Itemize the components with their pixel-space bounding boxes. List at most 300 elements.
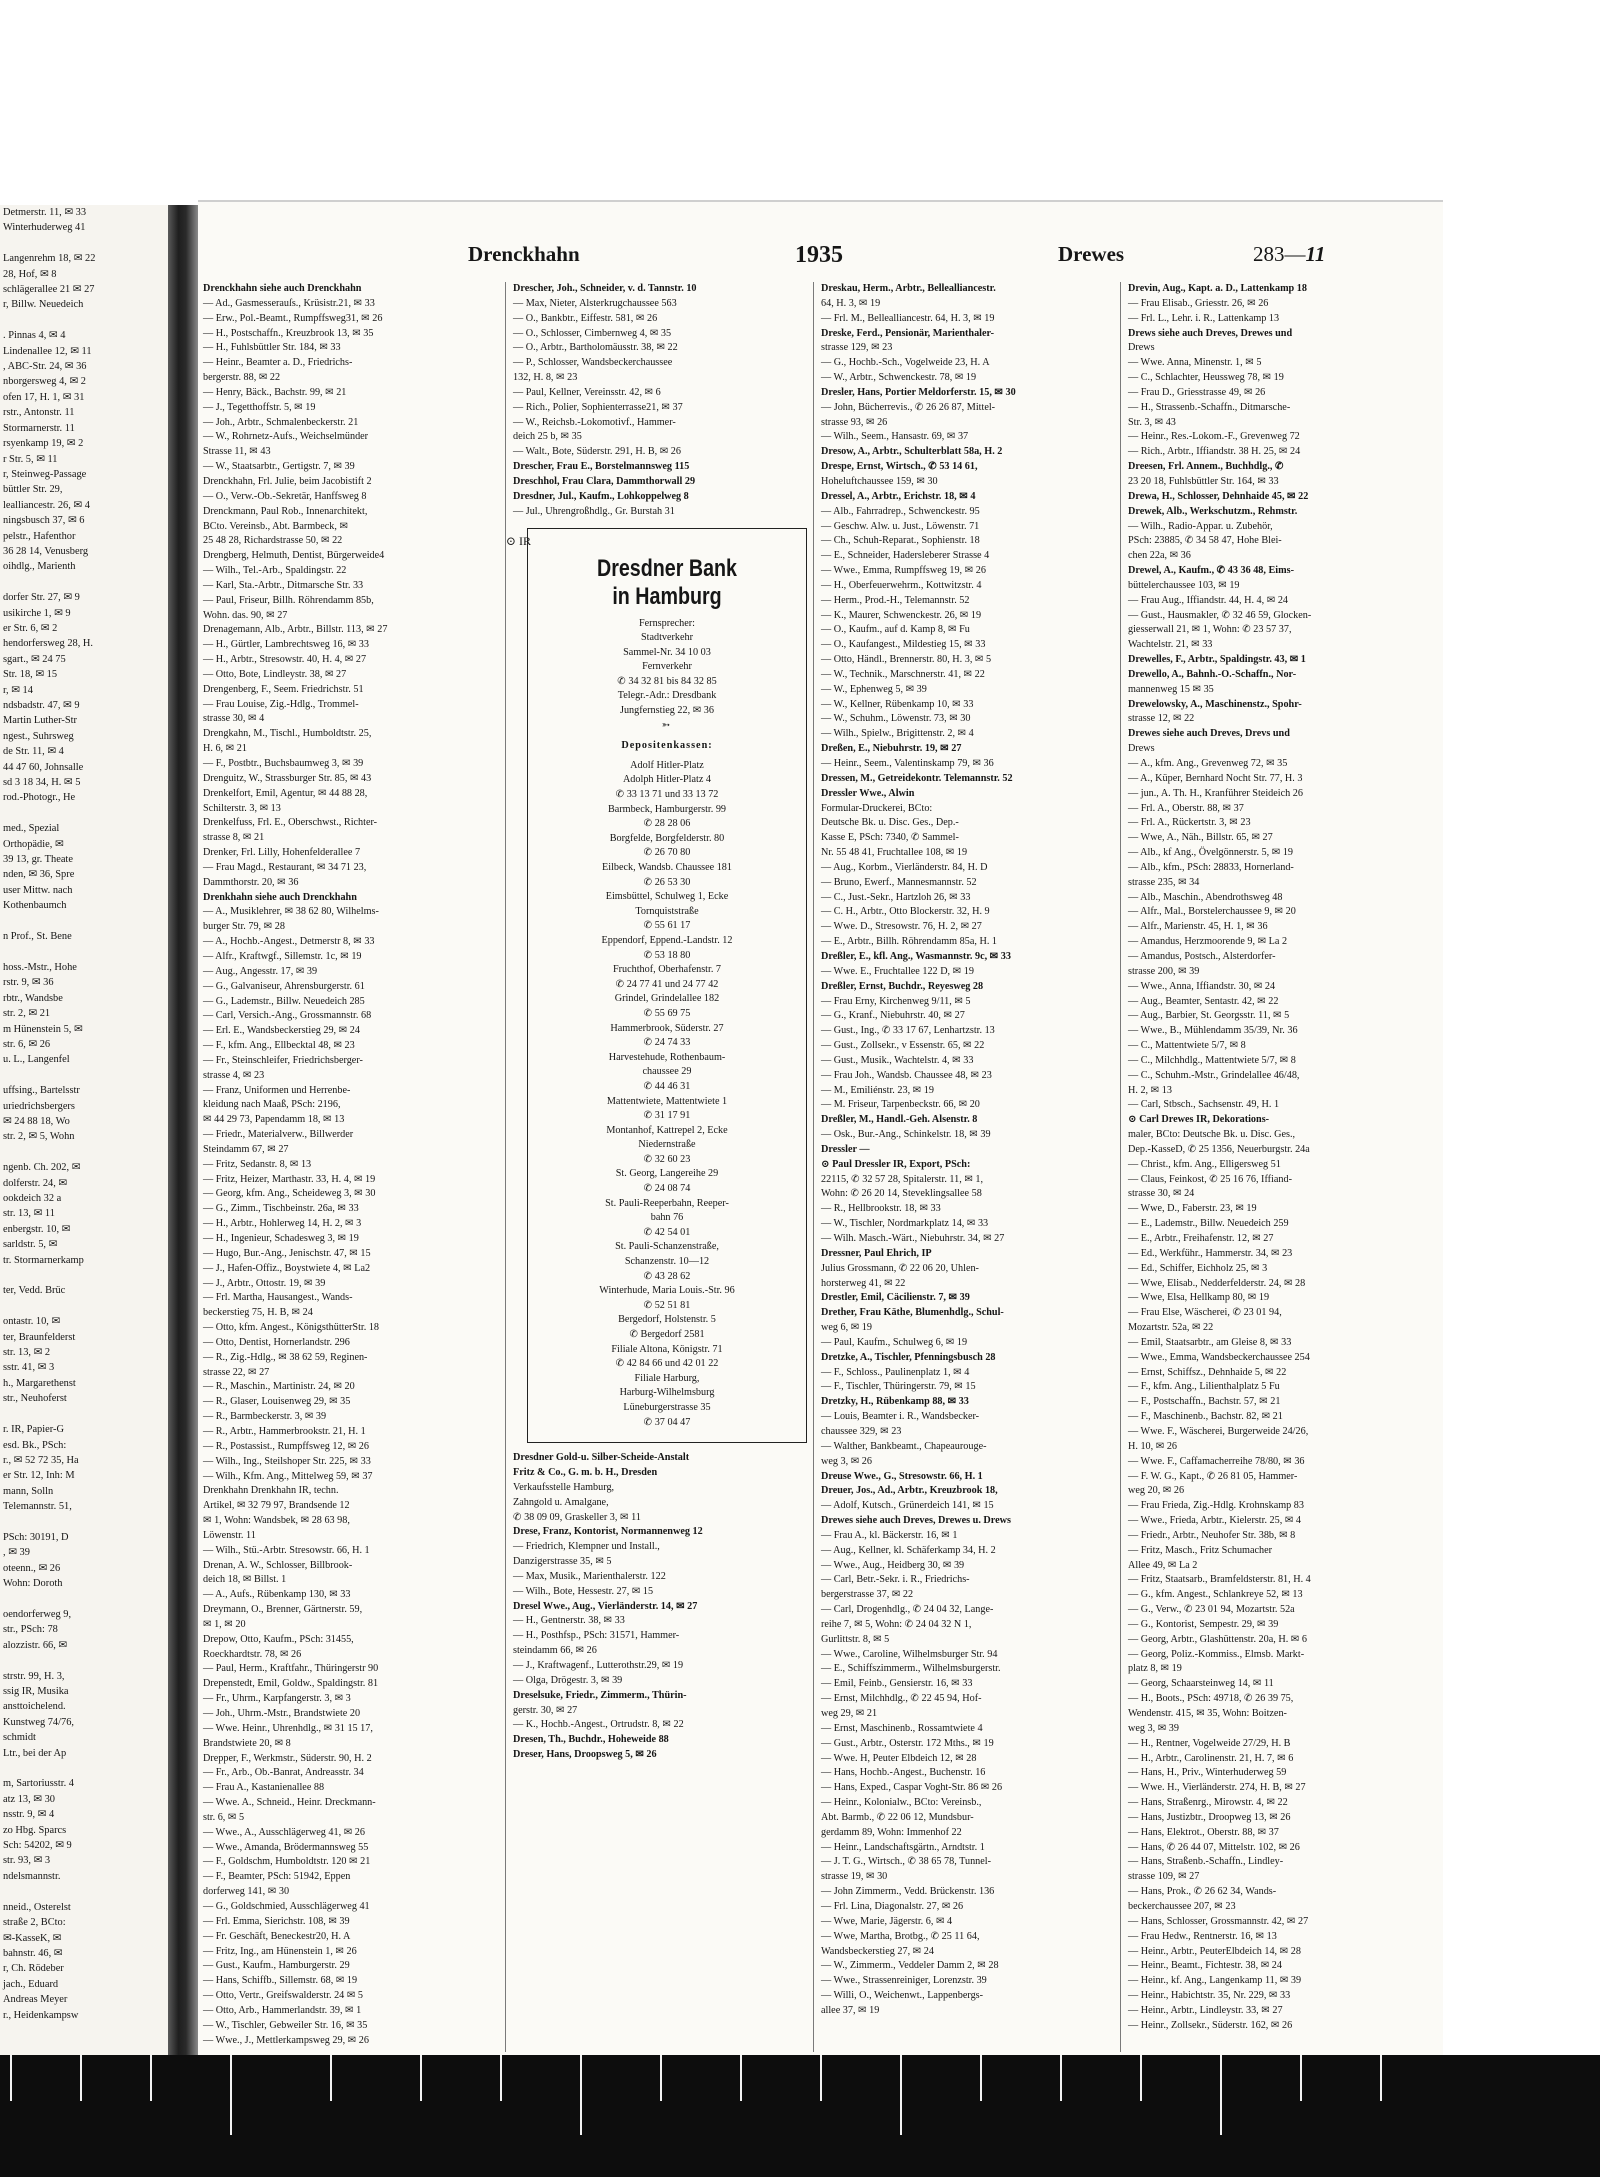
left-page-line (0, 1653, 168, 1668)
directory-entry: — Georg, Poliz.-Kommiss., Elmsb. Markt- (1128, 1648, 1305, 1660)
left-page-line: str. 2, ✉ 21 (3, 1008, 51, 1020)
directory-entry: — H., Posthfsp., PSch: 31571, Hammer- (513, 1630, 680, 1642)
ad-branch-line: Harburg-Wilhelmsburg (619, 1387, 715, 1399)
ad-line: ✆ 34 32 81 bis 84 32 85 (617, 675, 717, 687)
directory-entry: — Frau Erny, Kirchenweg 9/11, ✉ 5 (821, 995, 971, 1007)
ad-branch-list (534, 759, 800, 1430)
ad-line: Fernsprecher: (638, 617, 695, 629)
directory-entry: — Heinr., Beamt., Fichtestr. 38, ✉ 24 (1128, 1960, 1282, 1972)
header-last-entry: Drewes (1058, 242, 1125, 266)
left-page-line: r., ✉ 52 72 35, Ha (3, 1454, 79, 1466)
directory-entry: Hoheluftchaussee 159, ✉ 30 (821, 475, 938, 487)
ad-title-line-2: in Hamburg (612, 582, 722, 610)
left-page-line: u. L., Langenfel (3, 1054, 70, 1066)
directory-entry: Drenker, Frl. Lilly, Hohenfelderallee 7 (203, 847, 361, 859)
directory-entry: Drenkhahn siehe auch Drenckhahn (203, 891, 357, 903)
directory-entry: — E., Schneider, Hadersleberer Strasse 4 (821, 550, 990, 562)
left-page-line: rod.-Photogr., He (3, 792, 76, 804)
directory-entry: beckerchaussee 207, ✉ 23 (1128, 1900, 1236, 1912)
ad-branch-line: ✆ 53 18 80 (643, 949, 691, 961)
directory-entry: — Heinr., Zollsekr., Süderstr. 162, ✉ 26 (1128, 2019, 1293, 2031)
column-2-bottom-entries (513, 1451, 803, 1763)
directory-entry: 25 48 28, Richardstrasse 50, ✉ 22 (203, 535, 343, 547)
directory-entry: — Alb., kf Ang., Övelgönnerstr. 5, ✉ 19 (1128, 847, 1294, 859)
directory-entry: 64, H. 3, ✉ 19 (821, 297, 881, 309)
directory-entry: — C., Milchhdlg., Mattentwiete 5/7, ✉ 8 (1128, 1054, 1296, 1066)
directory-entry: — Frl. L., Lehr. i. R., Lattenkamp 13 (1128, 312, 1280, 324)
directory-entry: — C. H., Arbtr., Otto Blockerstr. 32, H. 9 (821, 906, 990, 918)
directory-entry: Drenckhahn siehe auch Drenckhahn (203, 283, 362, 294)
directory-entry: — W., Tischler, Gebweiler Str. 16, ✉ 35 (203, 2019, 368, 2031)
directory-entry: — Joh., Arbtr., Schmalenbeckerstr. 21 (203, 416, 359, 428)
directory-entry: — H., Arbtr., Carolinenstr. 21, H. 7, ✉ 6 (1128, 1752, 1294, 1764)
directory-entry: — Gust., Ing., ✆ 33 17 67, Lenhartzstr. 13 (821, 1025, 995, 1037)
directory-entry: — E., Lademstr., Billw. Neuedeich 259 (1128, 1218, 1289, 1230)
directory-entry: — John Zimmerm., Vedd. Brückenstr. 136 (821, 1886, 995, 1898)
directory-column-1 (203, 282, 493, 2052)
film-tick-mark (820, 2055, 822, 2101)
directory-entry: Drescher, Joh., Schneider, v. d. Tannstr. 10 (513, 283, 697, 294)
directory-entry: Abt. Barmb., ✆ 22 06 12, Mundsbur- (821, 1811, 974, 1823)
directory-entry: Nr. 55 48 41, Fruchtallee 108, ✉ 19 (821, 847, 968, 859)
directory-entry: Dreßen, E., Niebuhrstr. 19, ✉ 27 (821, 743, 962, 755)
directory-entry: weg 3, ✉ 26 (821, 1455, 872, 1467)
directory-entry: strasse 30, ✉ 24 (1128, 1188, 1195, 1200)
directory-entry: — Wilh., Bote, Hessestr. 27, ✉ 15 (513, 1585, 654, 1597)
directory-entry: Dressler — (821, 1143, 870, 1155)
ad-branch-line: Mattentwiete, Mattentwiete 1 (606, 1095, 728, 1107)
left-page-line (0, 914, 168, 929)
directory-entry: — Frau Magd., Restaurant, ✉ 34 71 23, (203, 861, 367, 873)
directory-entry: — F., Beamter, PSch: 51942, Eppen (203, 1871, 351, 1883)
directory-entry: — Gust., Musik., Wachtelstr. 4, ✉ 33 (821, 1054, 974, 1066)
left-page-line: ansttoichelend. (3, 1701, 66, 1713)
directory-entry: — Aug., Kellner, kl. Schäferkamp 34, H. 2 (821, 1544, 996, 1556)
left-page-line: r, ✉ 14 (3, 684, 33, 696)
directory-entry: 23 20 18, Fuhlsbüttler Str. 164, ✉ 33 (1128, 475, 1279, 487)
directory-entry: — Heinr., Landschaftsgärtn., Arndtstr. 1 (821, 1841, 985, 1853)
directory-entry: — Erw., Pol.-Beamt., Rumpffsweg31, ✉ 26 (203, 312, 383, 324)
film-tick-mark (1060, 2055, 1062, 2101)
directory-entry: Drews (1128, 743, 1155, 755)
directory-entry: — Max, Musik., Marienthalerstr. 122 (513, 1570, 666, 1582)
directory-entry: — A., Aufs., Rübenkamp 130, ✉ 33 (203, 1589, 351, 1601)
directory-entry: — jun., A. Th. H., Kranführer Steideich 26 (1128, 787, 1303, 799)
directory-entry: — Joh., Uhrm.-Mstr., Brandstwiete 20 (203, 1708, 361, 1719)
column-2-top-entries (513, 282, 803, 520)
left-page-line: mann, Solln (3, 1485, 54, 1497)
left-page-line: m, Sartoriusstr. 4 (3, 1778, 75, 1790)
directory-entry: Dressen, M., Getreidekontr. Telemannstr. 52 (821, 772, 1013, 784)
directory-entry: strasse 12, ✉ 22 (1128, 713, 1195, 725)
ad-branch-line: Adolph Hitler-Platz 4 (622, 774, 712, 786)
book-spine (168, 205, 198, 2055)
directory-entry: — Fritz, Ing., am Hünenstein 1, ✉ 26 (203, 1945, 357, 1957)
directory-entry: — Wilh., Ing., Steilshoper Str. 225, ✉ 33 (203, 1455, 371, 1467)
directory-entry: — Frl. Emma, Sierichstr. 108, ✉ 39 (203, 1915, 350, 1927)
ad-line: Telegr.-Adr.: Dresdbank (617, 690, 717, 702)
directory-entry: — Otto, Arb., Hammerlandstr. 39, ✉ 1 (203, 2004, 362, 2016)
film-tick-mark (740, 2055, 742, 2101)
left-page-line: rstr., Antonstr. 11 (3, 407, 75, 419)
directory-entry: — Wilh., Spielw., Brigittenstr. 2, ✉ 4 (821, 728, 974, 740)
directory-entry: Wendenstr. 415, ✉ 35, Wohn: Boitzen- (1128, 1708, 1287, 1719)
left-page-line: user Mittw. nach (3, 884, 73, 896)
directory-entry: — Aug., Angesstr. 17, ✉ 39 (203, 965, 318, 977)
directory-entry: Dreßler, Ernst, Buchdr., Reyesweg 28 (821, 980, 984, 992)
left-page-line (0, 575, 168, 590)
directory-entry: — H., Postschaffn., Kreuzbrook 13, ✉ 35 (203, 327, 374, 339)
directory-entry: 22115, ✆ 32 57 28, Spitalerstr. 11, ✉ 1, (821, 1173, 984, 1185)
directory-entry: — O., Bankbtr., Eiffestr. 581, ✉ 26 (513, 312, 658, 324)
left-page-line: Langenrehm 18, ✉ 22 (3, 253, 96, 265)
directory-entry: — K., Maurer, Schwenckestr. 26, ✉ 19 (821, 609, 982, 621)
left-page-line: str. 13, ✉ 2 (3, 1347, 51, 1359)
directory-entry: bergerstrasse 37, ✉ 22 (821, 1589, 914, 1601)
directory-entry: maler, BCto: Deutsche Bk. u. Disc. Ges., (1128, 1129, 1296, 1141)
directory-entry: Artikel, ✉ 32 79 97, Brandsende 12 (203, 1500, 350, 1512)
directory-entry: — Aug., Korbm., Vierländerstr. 84, H. D (821, 861, 988, 873)
directory-entry: dorferweg 141, ✉ 30 (203, 1886, 290, 1898)
directory-entry: Zahngold u. Amalgane, (513, 1496, 609, 1508)
directory-columns (203, 282, 1433, 2052)
directory-entry: — Otto, kfm. Angest., KönigsthütterStr. 18 (203, 1322, 380, 1334)
ad-branch-line: St. Pauli-Schanzenstraße, (615, 1241, 719, 1253)
directory-entry: — F., kfm. Ang., Lilienthalplatz 5 Fu (1128, 1381, 1280, 1393)
directory-entry: strasse 19, ✉ 30 (821, 1871, 888, 1883)
left-page-line: , ABC-Str. 24, ✉ 36 (3, 361, 87, 373)
left-page-text (0, 205, 168, 2023)
directory-entry: Drenckmann, Paul Rob., Innenarchitekt, (203, 505, 368, 517)
directory-entry: — Fr. Geschäft, Beneckestr20, H. A (203, 1930, 351, 1942)
ad-branch-line: Filiale Harburg, (634, 1372, 700, 1384)
directory-entry: Danzigerstrasse 35, ✉ 5 (513, 1556, 612, 1568)
directory-entry: — Jul., Uhrengroßhdlg., Gr. Burstah 31 (513, 505, 675, 517)
directory-entry: — Fritz, Sedanstr. 8, ✉ 13 (203, 1158, 312, 1170)
directory-entry: Drenguitz, W., Strassburger Str. 85, ✉ 43 (203, 772, 372, 784)
left-page-line: usikirche 1, ✉ 9 (3, 607, 71, 619)
directory-entry: — P., Schlosser, Wandsbeckerchaussee (513, 357, 673, 369)
directory-entry: Dreskau, Herm., Arbtr., Bellealliancestr. (821, 283, 996, 294)
directory-entry: Drenan, A. W., Schlosser, Billbrook- (203, 1559, 353, 1571)
ad-branch-line: ✆ 55 69 75 (643, 1007, 691, 1019)
directory-entry: horsterweg 41, ✉ 22 (821, 1277, 906, 1289)
directory-entry: — Carl, Drogenhdlg., ✆ 24 04 32, Lange- (821, 1604, 994, 1616)
left-page-line (0, 1299, 168, 1314)
directory-entry: — Georg, kfm. Ang., Scheideweg 3, ✉ 30 (203, 1188, 376, 1200)
directory-entry: — R., Postassist., Rumpffsweg 12, ✉ 26 (203, 1440, 369, 1452)
directory-entry: strasse 93, ✉ 26 (821, 416, 888, 428)
directory-entry: Dreßler, E., kfl. Ang., Wasmannstr. 9c, ✉ 33 (821, 950, 1011, 962)
directory-entry: — Wilh., Tel.-Arb., Spaldingstr. 22 (203, 565, 347, 577)
left-page-line (0, 313, 168, 328)
directory-entry: chaussee 329, ✉ 23 (821, 1425, 902, 1437)
directory-entry: — J., Arbtr., Ottostr. 19, ✉ 39 (203, 1277, 326, 1289)
directory-entry: — Wwe., Amanda, Brödermannsweg 55 (203, 1841, 369, 1853)
left-page-line: str. 2, ✉ 5, Wohn (3, 1131, 75, 1143)
directory-entry: — Wwe. H, Peuter Elbdeich 12, ✉ 28 (821, 1752, 977, 1764)
directory-entry: Dreesen, Frl. Annem., Buchhdlg., ✆ (1128, 461, 1284, 473)
directory-entry: — Gust., Arbtr., Osterstr. 172 Mths., ✉ 19 (821, 1737, 994, 1749)
left-page-line: 36 28 14, Venusberg (3, 545, 89, 557)
directory-entry: — Wwe. F., Caffamacherreihe 78/80, ✉ 36 (1128, 1455, 1305, 1467)
directory-entry: — G., Hochb.-Sch., Vogelweide 23, H. A (821, 357, 990, 369)
ad-branch-line: ✆ 37 04 47 (643, 1416, 691, 1428)
directory-entry: — R., Maschin., Martinistr. 24, ✉ 20 (203, 1381, 355, 1393)
directory-entry: Drews (1128, 342, 1155, 354)
directory-entry: — F., Maschinenb., Bachstr. 82, ✉ 21 (1128, 1411, 1283, 1423)
left-page-line: enbergstr. 10, ✉ (3, 1223, 71, 1235)
directory-entry: — Adolf, Kutsch., Grünerdeich 141, ✉ 15 (821, 1500, 994, 1512)
directory-entry: — Frau Else, Wäscherei, ✆ 23 01 94, (1128, 1307, 1282, 1319)
directory-entry: — Ernst, Maschinenb., Rossamtwiete 4 (821, 1722, 983, 1734)
directory-entry: — Heinr., Arbtr., PeuterElbdeich 14, ✉ 28 (1128, 1945, 1301, 1957)
directory-entry: — G., Kranf., Niebuhrstr. 40, ✉ 27 (821, 1010, 965, 1022)
left-page-line: Str. 18, ✉ 15 (3, 669, 58, 681)
left-page-line (0, 1515, 168, 1530)
header-page-number (1253, 242, 1325, 267)
directory-entry: H. 6, ✉ 21 (203, 743, 247, 755)
directory-entry: 132, H. 8, ✉ 23 (513, 372, 578, 384)
directory-entry: Mozartstr. 52a, ✉ 22 (1128, 1322, 1214, 1334)
left-page-line: rsyenkamp 19, ✉ 2 (3, 438, 84, 450)
directory-entry: Drengberg, Helmuth, Dentist, Bürgerweide4 (203, 550, 385, 562)
film-tick-mark (150, 2055, 152, 2101)
directory-entry: Wandsbeckerstieg 27, ✉ 24 (821, 1945, 934, 1957)
directory-entry: Schilterstr. 3, ✉ 13 (203, 802, 281, 814)
directory-entry: beckerstieg 75, H. B, ✉ 24 (203, 1307, 313, 1319)
page-number-prefix: 283— (1253, 242, 1306, 266)
directory-entry: — W., Tischler, Nordmarkplatz 14, ✉ 33 (821, 1218, 989, 1230)
directory-entry: — Gust., Hausmakler, ✆ 32 46 59, Glocken- (1128, 609, 1312, 621)
left-page-line: sd 3 18 34, H. ✉ 5 (3, 777, 81, 789)
directory-entry: — Paul, Kellner, Vereinsstr. 42, ✉ 6 (513, 386, 661, 398)
directory-entry: — G., Zimm., Tischbeinstr. 26a, ✉ 33 (203, 1203, 359, 1215)
left-facing-page (0, 205, 170, 2055)
directory-entry: — G., Galvaniseur, Ahrensburgerstr. 61 (203, 980, 365, 992)
directory-entry: burger Str. 79, ✉ 28 (203, 921, 285, 933)
ad-branch-line: Filiale Altona, Königstr. 71 (611, 1343, 723, 1355)
directory-entry: — Amandus, Postsch., Alsterdorfer- (1128, 950, 1276, 962)
directory-entry: — Louis, Beamter i. R., Wandsbecker- (821, 1411, 980, 1423)
directory-entry: — Hans, ✆ 26 44 07, Mittelstr. 102, ✉ 26 (1128, 1841, 1300, 1853)
directory-entry: — Georg, Arbtr., Glashüttenstr. 20a, H. ✉ 6 (1128, 1633, 1307, 1645)
directory-entry: — O., Kaufangest., Mildestieg 15, ✉ 33 (821, 639, 986, 651)
directory-entry: gerdamm 89, Wohn: Immenhof 22 (821, 1826, 962, 1838)
directory-entry: gerstr. 30, ✉ 27 (513, 1704, 578, 1716)
directory-entry: — Wwe. Anna, Minenstr. 1, ✉ 5 (1128, 357, 1262, 369)
left-page-line: ✉ 24 88 18, Wo (3, 1115, 70, 1127)
directory-entry: — Hans, Prok., ✆ 26 62 34, Wands- (1128, 1886, 1277, 1898)
directory-entry: — R., Barmbeckerstr. 3, ✉ 39 (203, 1411, 327, 1423)
ad-branch-line: ✆ 26 70 80 (643, 847, 691, 859)
directory-entry: — Frau D., Griesstrasse 49, ✉ 26 (1128, 386, 1266, 398)
directory-entry: — Heinr., Res.-Lokom.-F., Grevenweg 72 (1128, 431, 1300, 443)
directory-entry: Drenkelfuss, Frl. E., Oberschwst., Richter- (203, 817, 378, 829)
directory-entry: — O., Verw.-Ob.-Sekretär, Hanffsweg 8 (203, 490, 367, 502)
ad-branch-line: ✆ 28 28 06 (643, 818, 691, 830)
directory-entry: — Wwe. A., Schneid., Heinr. Dreckmann- (203, 1797, 376, 1809)
ad-branch-line: Lüneburgerstrasse 35 (623, 1401, 711, 1413)
ad-branch-line: Harvestehude, Rothenbaum- (608, 1051, 726, 1063)
left-page-line: Kunstweg 74/76, (3, 1716, 74, 1728)
page-number-suffix: 11 (1305, 242, 1326, 266)
directory-entry: — Friedrich, Klempner und Install., (513, 1541, 660, 1553)
directory-entry: — G., Lademstr., Billw. Neuedeich 285 (203, 995, 365, 1007)
ad-branch-line: Hammerbrook, Süderstr. 27 (610, 1022, 724, 1034)
directory-entry: büttelerchaussee 103, ✉ 19 (1128, 579, 1240, 591)
directory-entry: — Wwe. E., Fruchtallee 122 D, ✉ 19 (821, 965, 974, 977)
directory-entry: — Ernst, Milchhdlg., ✆ 22 45 94, Hof- (821, 1693, 982, 1705)
directory-entry: — Paul, Herm., Kraftfahr., Thüringerstr 90 (203, 1663, 379, 1675)
left-page-line: Sch: 54202, ✉ 9 (3, 1840, 72, 1852)
directory-entry: Julius Grossmann, ✆ 22 06 20, Uhlen- (821, 1262, 979, 1274)
directory-entry: — A., Hochb.-Angest., Detmerstr 8, ✉ 33 (203, 936, 375, 948)
directory-entry: PSch: 23885, ✆ 34 58 47, Hohe Blei- (1128, 535, 1282, 547)
ad-branch-line: Borgfelde, Borgfelderstr. 80 (609, 832, 725, 844)
film-tick-mark (980, 2055, 982, 2101)
ad-branch-line: Niedernstraße (638, 1139, 696, 1151)
directory-entry: — Herm., Prod.-H., Telemannstr. 52 (821, 594, 970, 606)
directory-entry: — Carl, Versich.-Ang., Grossmannstr. 68 (203, 1010, 372, 1022)
directory-entry: — W., Staatsarbtr., Gertigstr. 7, ✉ 39 (203, 461, 355, 473)
directory-entry: Drewelowsky, A., Maschinenstz., Spohr- (1128, 698, 1302, 710)
directory-entry: — Paul, Friseur, Billh. Röhrendamm 85b, (203, 594, 374, 606)
left-page-line: schlägerallee 21 ✉ 27 (3, 284, 95, 296)
directory-entry: H. 2, ✉ 13 (1128, 1084, 1172, 1096)
directory-entry: — M., Emiliénstr. 23, ✉ 19 (821, 1084, 934, 1096)
directory-entry: — G., Goldschmied, Ausschlägerweg 41 (203, 1900, 370, 1912)
directory-entry: — Hans, Schlosser, Grossmannstr. 42, ✉ 27 (1128, 1915, 1309, 1927)
left-page-line: PSch: 30191, D (3, 1531, 69, 1543)
ad-line: Fernverkehr (642, 661, 692, 673)
directory-entry: — M. Friseur, Tarpenbeckstr. 66, ✉ 20 (821, 1099, 980, 1111)
directory-entry: — Heinr., Beamter a. D., Friedrichs- (203, 357, 353, 369)
left-page-line: 44 47 60, Johnsalle (3, 761, 84, 773)
directory-entry: Wohn. das. 90, ✉ 27 (203, 609, 288, 621)
left-page-line: ngest., Suhrsweg (3, 730, 74, 742)
film-tick-mark (580, 2055, 582, 2135)
ad-branch-line: chaussee 29 (642, 1066, 692, 1078)
directory-entry: — Hugo, Bur.-Ang., Jenischstr. 47, ✉ 15 (203, 1247, 371, 1259)
left-page-line: straße 2, BCto: (3, 1917, 66, 1929)
directory-entry: — Otto, Dentist, Hornerlandstr. 296 (203, 1336, 350, 1348)
directory-entry: Dreuse Wwe., G., Stresowstr. 66, H. 1 (821, 1470, 983, 1482)
directory-entry: Str. 3, ✉ 43 (1128, 416, 1176, 428)
left-page-line: pelstr., Hafenthor (3, 530, 76, 542)
left-page-line: ofen 17, H. 1, ✉ 31 (3, 391, 85, 403)
ad-branch-line: ✆ 44 46 31 (643, 1080, 691, 1092)
left-page-line (0, 1145, 168, 1160)
directory-entry: — R., Glaser, Louisenweg 29, ✉ 35 (203, 1396, 351, 1408)
film-tick-mark (1380, 2055, 1382, 2101)
directory-entry: — Wwe., Anna, Iffiandstr. 30, ✉ 24 (1128, 980, 1276, 992)
left-page-line: ngenb. Ch. 202, ✉ (3, 1162, 81, 1174)
directory-entry: — Heinr., Kolonialw., BCto: Vereinsb., (821, 1797, 982, 1809)
directory-entry: Drengenberg, F., Seem. Friedrichstr. 51 (203, 683, 364, 695)
directory-entry: strasse 235, ✉ 34 (1128, 876, 1200, 888)
directory-entry: — Frau Elisab., Griesstr. 26, ✉ 26 (1128, 297, 1269, 309)
left-page-line (0, 1761, 168, 1776)
directory-entry: — Otto, Vertr., Greifswalderstr. 24 ✉ 5 (203, 1990, 364, 2002)
left-page-line: lealliancestr. 26, ✉ 4 (3, 499, 90, 511)
directory-entry: — Walt., Bote, Süderstr. 291, H. B, ✉ 26 (513, 446, 681, 458)
directory-entry: Drenckhahn, Frl. Julie, beim Jacobistift 2 (203, 475, 372, 487)
left-page-line: oteenn., ✉ 26 (3, 1562, 61, 1574)
directory-entry: Fritz & Co., G. m. b. H., Dresden (513, 1467, 658, 1478)
directory-entry: Dresow, A., Arbtr., Schulterblatt 58a, H. 2 (821, 446, 1003, 458)
left-page-line: Lindenallee 12, ✉ 11 (3, 345, 92, 357)
directory-entry: — Friedr., Arbtr., Neuhofer Str. 38b, ✉ 8 (1128, 1529, 1296, 1541)
directory-entry: — F., Goldschm, Humboldtstr. 120 ✉ 21 (203, 1856, 371, 1868)
film-tick-mark (1140, 2055, 1142, 2101)
directory-entry: Dresdner Gold-u. Silber-Scheide-Anstalt (513, 1452, 690, 1464)
directory-entry: H. 10, ✉ 26 (1128, 1440, 1178, 1452)
left-page-line: de Str. 11, ✉ 4 (3, 746, 64, 758)
directory-entry: allee 37, ✉ 19 (821, 2004, 880, 2016)
directory-entry: kleidung nach Maaß, PSch: 2196, (203, 1099, 341, 1111)
directory-entry: strasse 200, ✉ 39 (1128, 965, 1200, 977)
left-page-line: esd. Bk., PSch: (3, 1439, 67, 1451)
directory-entry: — Wwe, Marie, Jägerstr. 6, ✉ 4 (821, 1915, 953, 1927)
directory-entry: Löwenstr. 11 (203, 1529, 256, 1541)
left-page-line: ndsbadstr. 47, ✉ 9 (3, 700, 80, 711)
directory-entry: — Wwe., Strassenreiniger, Lorenzstr. 39 (821, 1975, 987, 1987)
directory-entry: — O., Kaufm., auf d. Kamp 8, ✉ Fu (821, 624, 970, 636)
directory-entry: — Wwe., A., Ausschlägerweg 41, ✉ 26 (203, 1826, 365, 1838)
left-page-line: Telemannstr. 51, (3, 1501, 72, 1513)
directory-entry: — C., Just.-Sekr., Hartzloh 26, ✉ 33 (821, 891, 971, 903)
left-page-line (0, 1884, 168, 1899)
directory-entry: — C., Schuhm.-Mstr., Grindelallee 46/48, (1128, 1069, 1300, 1081)
left-page-line: r., Heidenkampsw (3, 2009, 79, 2021)
directory-entry: Drespe, Ernst, Wirtsch., ✆ 53 14 61, (821, 461, 978, 473)
directory-entry: — Wwe. Heinr., Uhrenhdlg., ✉ 31 15 17, (203, 1722, 373, 1734)
left-page-line: r. IR, Papier-G (3, 1424, 64, 1436)
left-page-line: r, Steinweg-Passage (3, 468, 87, 480)
ad-branch-line: Eppendorf, Eppend.-Landstr. 12 (601, 934, 733, 946)
directory-entry: — Wwe., Frieda, Arbtr., Kielerstr. 25, ✉ 4 (1128, 1515, 1302, 1527)
directory-entry: ⊙ Paul Dressler IR, Export, PSch: (821, 1158, 971, 1170)
left-page-line: ter, Vedd. Brüc (3, 1285, 66, 1297)
directory-entry: Drewek, Alb., Werkschutzm., Rehmstr. (1128, 505, 1298, 517)
directory-entry: Drewes siehe auch Dreves, Drewes u. Drews (821, 1515, 1011, 1527)
directory-entry: Dresen, Th., Buchdr., Hoheweide 88 (513, 1734, 669, 1746)
directory-entry: — Olga, Drögestr. 3, ✉ 39 (513, 1674, 623, 1686)
left-page-line: nneid., Osterelst (3, 1901, 71, 1913)
film-tick-mark (1300, 2055, 1302, 2101)
directory-entry: Dammthorstr. 20, ✉ 36 (203, 876, 299, 888)
directory-entry: — Frau Louise, Zig.-Hdlg., Trommel- (203, 698, 359, 710)
left-page-line: . Pinnas 4, ✉ 4 (3, 330, 66, 342)
left-page-line: Detmerstr. 11, ✉ 33 (3, 207, 87, 218)
directory-entry: — Hans, H., Priv., Winterhuderweg 59 (1128, 1767, 1287, 1779)
directory-entry: — Hans, Exped., Caspar Voght-Str. 86 ✉ 26 (821, 1782, 1003, 1794)
left-page-line: Wohn: Doroth (3, 1578, 63, 1590)
directory-entry: — Fritz, Staatsarb., Bramfeldsterstr. 81, H. 4 (1128, 1574, 1311, 1586)
microfilm-border (0, 2055, 1600, 2177)
directory-entry: Dressner, Paul Ehrich, IP (821, 1247, 932, 1259)
directory-entry: — Heinr., Arbtr., Lindleystr. 33, ✉ 27 (1128, 2004, 1283, 2016)
directory-column-3 (821, 282, 1111, 2052)
left-page-line: sgart., ✉ 24 75 (3, 653, 66, 665)
left-page-line: nsstr. 9, ✉ 4 (3, 1809, 55, 1821)
directory-entry: str. 6, ✉ 5 (203, 1811, 245, 1823)
directory-entry: — Friedr., Materialverw., Billwerder (203, 1129, 354, 1141)
directory-entry: — Ch., Schuh-Reparat., Sophienstr. 18 (821, 535, 980, 547)
left-page-line: , ✉ 39 (3, 1547, 30, 1559)
directory-entry: strasse 8, ✉ 21 (203, 832, 265, 844)
